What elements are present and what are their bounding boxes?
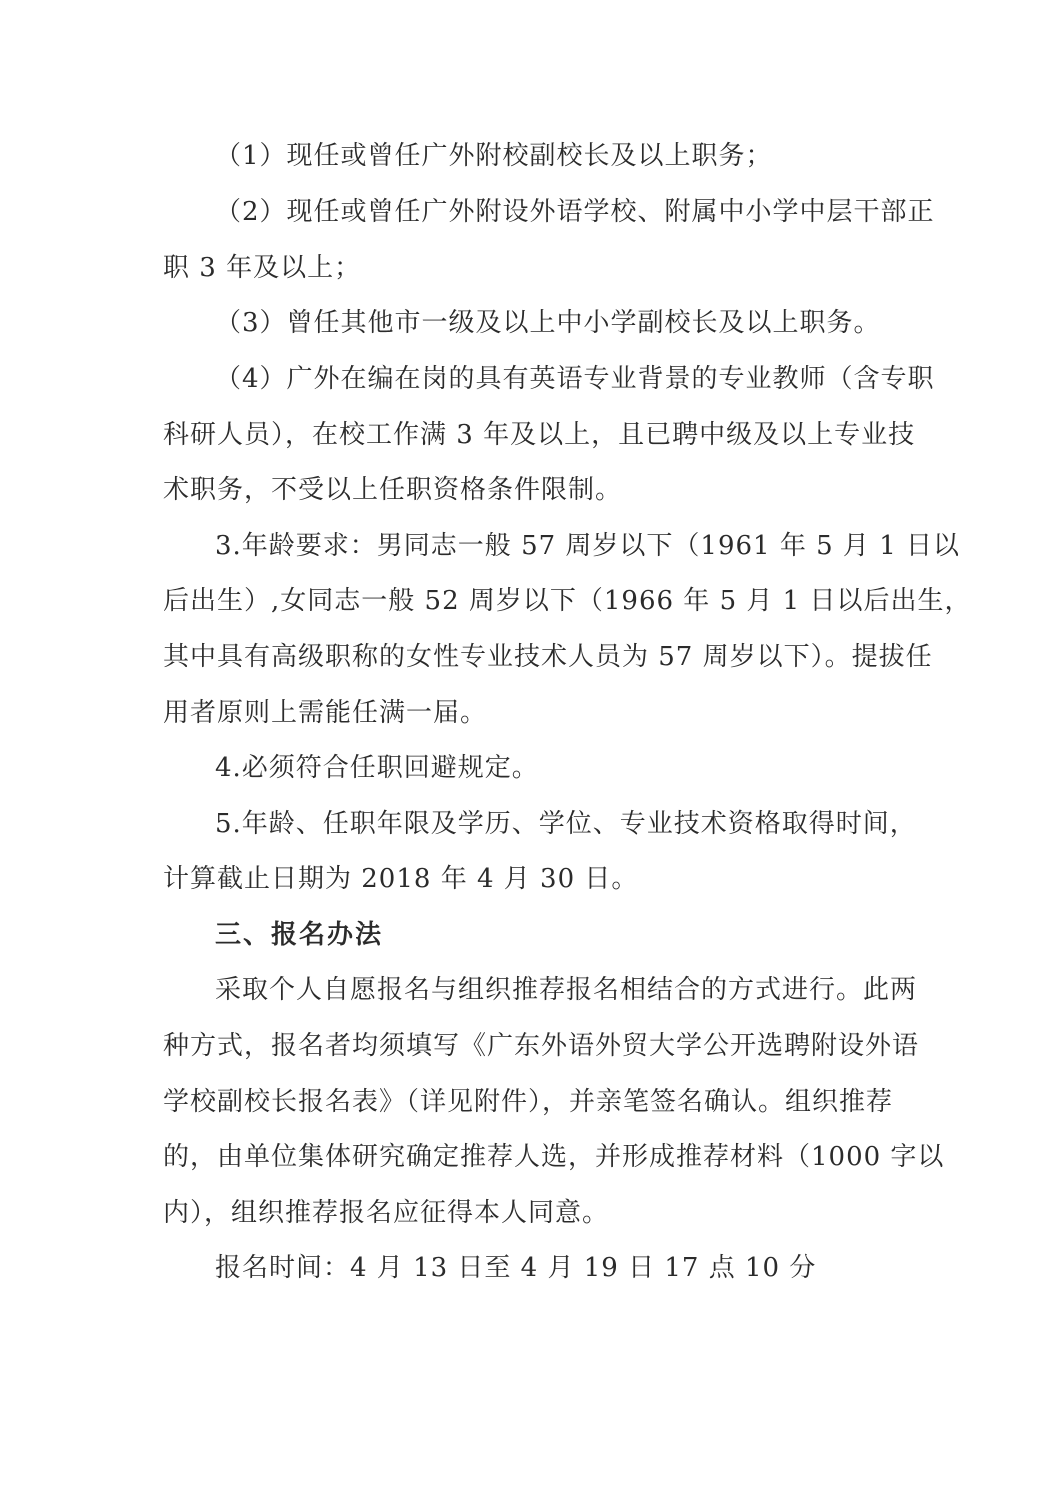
text-line: （4）广外在编在岗的具有英语专业背景的专业教师（含专职 [215,364,935,394]
text-line: 学校副校长报名表》（详见附件），并亲笔签名确认。组织推荐 [163,1087,894,1117]
text-line: 4.必须符合任职回避规定。 [215,753,539,783]
text-line: 采取个人自愿报名与组织推荐报名相结合的方式进行。此两 [215,975,918,1005]
text-line: 报名时间：4 月 13 日至 4 月 19 日 17 点 10 分 [215,1253,817,1283]
text-line: 5.年龄、任职年限及学历、学位、专业技术资格取得时间， [215,809,917,839]
text-line: 术职务，不受以上任职资格条件限制。 [163,475,623,505]
section-heading: 三、报名办法 [215,920,384,950]
text-line: 内），组织推荐报名应征得本人同意。 [163,1198,610,1228]
text-line: 种方式，报名者均须填写《广东外语外贸大学公开选聘附设外语 [163,1031,920,1061]
text-line: （2）现任或曾任广外附设外语学校、附属中小学中层干部正 [215,197,935,227]
text-line: （1）现任或曾任广外附校副校长及以上职务； [215,141,773,171]
text-line: （3）曾任其他市一级及以上中小学副校长及以上职务。 [215,308,881,338]
text-line: 其中具有高级职称的女性专业技术人员为 57 周岁以下）。提拔任 [163,642,933,672]
text-line: 的，由单位集体研究确定推荐人选，并形成推荐材料（1000 字以 [163,1142,945,1172]
text-line: 用者原则上需能任满一届。 [163,698,488,728]
text-line: 职 3 年及以上； [163,253,362,283]
text-line: 3.年龄要求：男同志一般 57 周岁以下（1961 年 5 月 1 日以 [215,531,960,561]
text-line: 科研人员），在校工作满 3 年及以上，且已聘中级及以上专业技 [163,420,916,450]
text-line: 后出生）,女同志一般 52 周岁以下（1966 年 5 月 1 日以后出生， [163,586,972,616]
text-line: 计算截止日期为 2018 年 4 月 30 日。 [163,864,639,894]
